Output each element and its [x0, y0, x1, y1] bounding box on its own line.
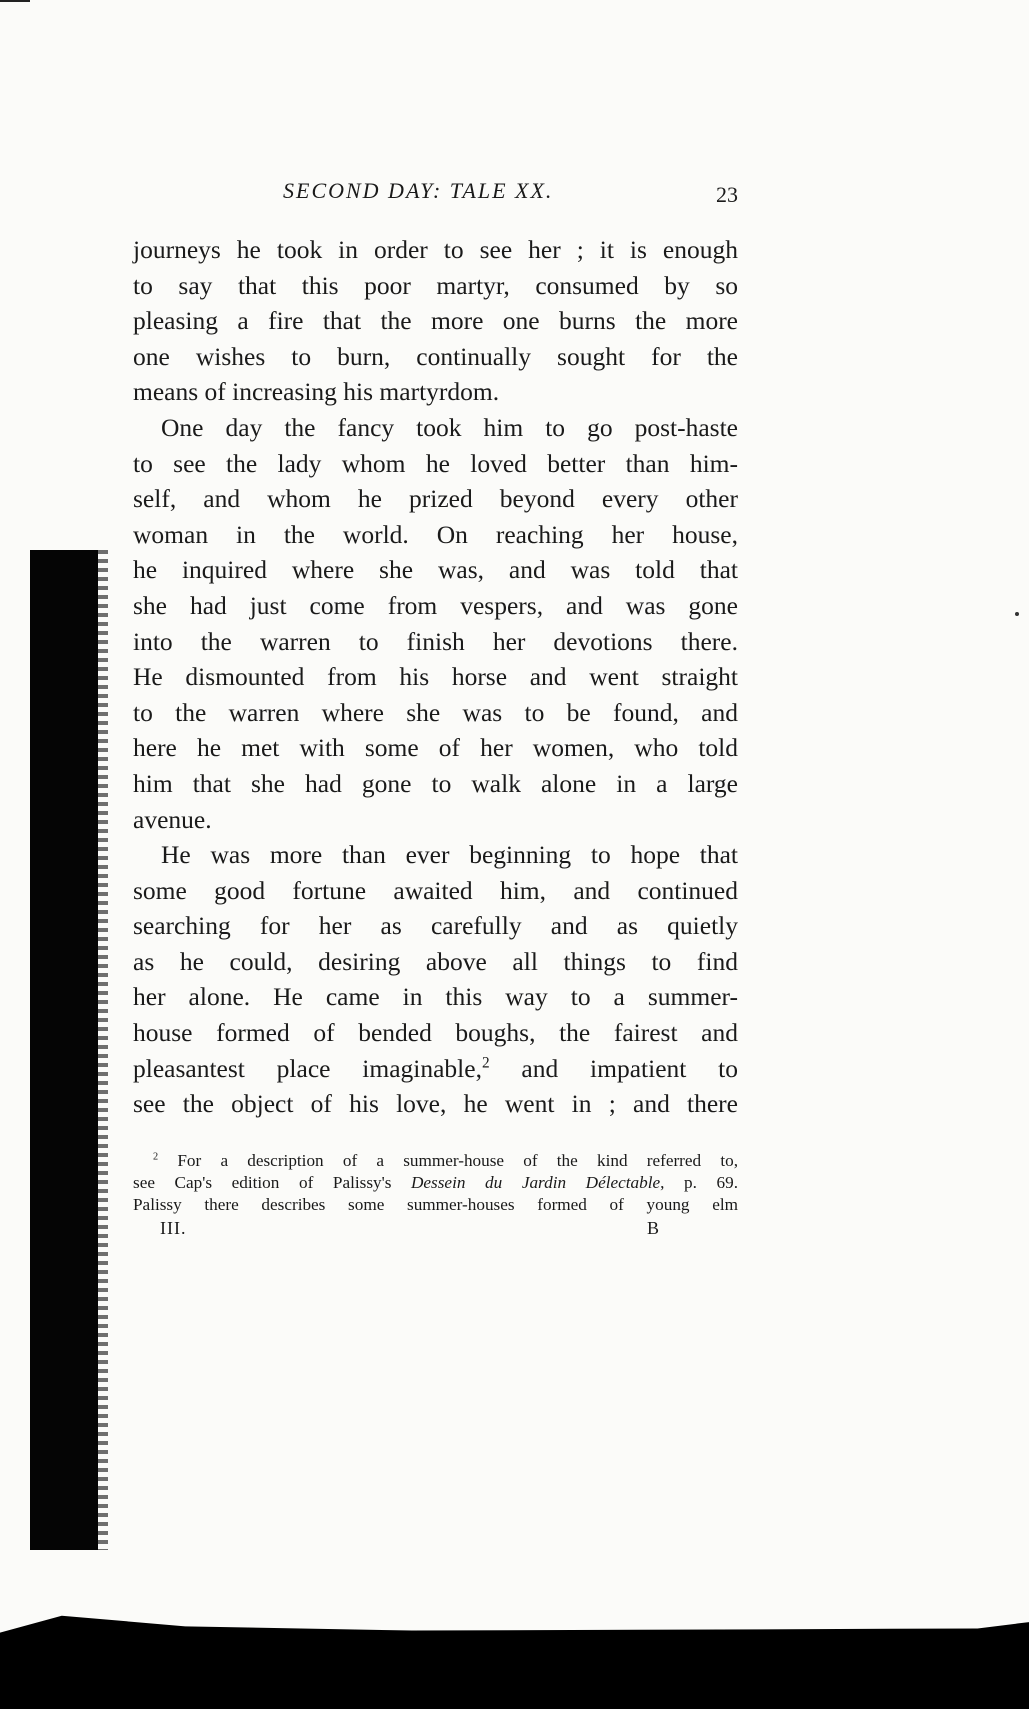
- text-line: He was more than ever beginning to hope that: [161, 840, 738, 870]
- text-line: avenue.: [133, 804, 212, 834]
- signature-mark: B: [646, 1218, 660, 1238]
- running-head: SECOND DAY: TALE XX.: [283, 178, 554, 203]
- text-line: to see the lady whom he loved better than him-: [133, 448, 738, 478]
- footnote-text: For a description of a summer-house of the kind referred to,: [158, 1151, 738, 1170]
- text-line: she had just come from vespers, and was gone: [133, 590, 738, 620]
- text-segment: pleasantest place imaginable,: [133, 1053, 482, 1083]
- scan-speck: [1015, 612, 1019, 616]
- footnote-ref: 2: [481, 1054, 490, 1072]
- text-line: see the object of his love, he went in ; and there: [133, 1089, 738, 1119]
- text-line: one wishes to burn, continually sought for the: [133, 341, 738, 371]
- text-line: her alone. He came in this way to a summer-: [133, 982, 738, 1012]
- page-number: 23: [716, 182, 738, 207]
- text-line: as he could, desiring above all things to find: [133, 946, 738, 976]
- footnote-line: Palissy there describes some summer-houses formed of young elm: [133, 1195, 738, 1214]
- scan-dark-edge-bottom: [0, 1603, 1029, 1709]
- text-line: him that she had gone to walk alone in a large: [133, 768, 738, 798]
- text-line: One day the fancy took him to go post-haste: [161, 412, 738, 442]
- text-line: He dismounted from his horse and went straight: [133, 662, 738, 692]
- scan-dark-edge-left: [30, 550, 98, 1550]
- text-line: self, and whom he prized beyond every other: [133, 484, 738, 514]
- text-line: house formed of bended boughs, the fairest and: [133, 1018, 738, 1048]
- footnote-line: [133, 1172, 738, 1194]
- scan-top-rule: [0, 0, 30, 2]
- footnote-text: , p. 69.: [660, 1173, 739, 1192]
- volume-number: III.: [160, 1218, 187, 1238]
- text-line: into the warren to finish her devotions there.: [133, 626, 738, 656]
- text-segment: and impatient to: [489, 1053, 738, 1083]
- text-line: searching for her as carefully and as quietly: [133, 911, 738, 941]
- text-line: pleasing a fire that the more one burns the more: [133, 306, 738, 336]
- text-line: here he met with some of her women, who told: [133, 733, 738, 763]
- text-line: journeys he took in order to see her ; it is enough: [133, 235, 738, 264]
- signature-row: [160, 1218, 660, 1239]
- footnote-line: [133, 1150, 738, 1172]
- text-line: to the warren where she was to be found, and: [133, 697, 738, 727]
- body-text: [133, 232, 738, 1122]
- text-line: [133, 1051, 738, 1087]
- text-line: means of increasing his martyrdom.: [133, 377, 500, 407]
- text-line: woman in the world. On reaching her house,: [133, 519, 738, 549]
- footnote-text: see Cap's edition of Palissy's: [133, 1173, 412, 1192]
- page-header: [133, 178, 738, 218]
- text-line: to say that this poor martyr, consumed by so: [133, 270, 738, 300]
- footnote-marker: 2: [153, 1151, 159, 1163]
- text-line: he inquired where she was, and was told that: [133, 555, 738, 585]
- footnote: [133, 1150, 738, 1216]
- footnote-title: Dessein du Jardin Délectable: [411, 1173, 661, 1192]
- text-line: some good fortune awaited him, and continued: [133, 875, 738, 905]
